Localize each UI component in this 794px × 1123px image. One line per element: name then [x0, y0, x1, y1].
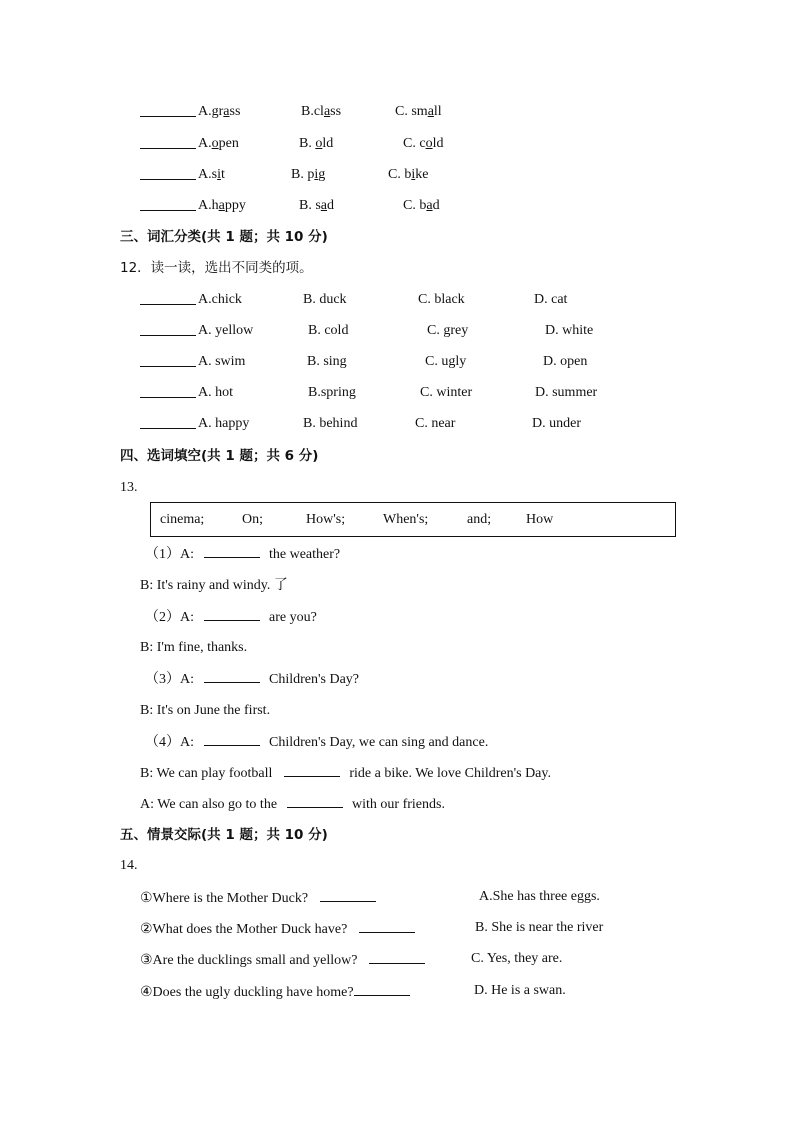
answer-blank[interactable]: [204, 733, 260, 746]
answer-blank[interactable]: [140, 136, 196, 155]
answer-blank[interactable]: [359, 920, 415, 933]
dialogue-line: （2）A: are you?: [145, 610, 317, 625]
section-4-heading: 四、选词填空(共 1 题；共 6 分): [120, 448, 319, 464]
word-bank-item: How's;: [306, 512, 346, 527]
dialogue-line: （4）A: Children's Day, we can sing and dance.: [145, 735, 489, 750]
word-bank-item: On;: [242, 512, 263, 527]
answer-blank[interactable]: [140, 104, 196, 123]
matching-answer: D. He is a swan.: [474, 983, 566, 998]
word-bank-item: cinema;: [160, 512, 205, 527]
answer-blank[interactable]: [284, 764, 340, 777]
option-b: B. behind: [303, 416, 358, 431]
answer-blank[interactable]: [204, 670, 260, 683]
option-c: C. ugly: [425, 354, 467, 369]
option-b: B. sing: [307, 354, 347, 369]
answer-blank[interactable]: [140, 198, 196, 217]
option-d: D. open: [543, 354, 588, 369]
option-c: C. small: [395, 104, 442, 119]
answer-blank[interactable]: [204, 545, 260, 558]
answer-blank[interactable]: [320, 889, 376, 902]
word-bank-item: How: [526, 512, 554, 527]
question-13-number: 13.: [120, 480, 138, 495]
option-c: C. bike: [388, 167, 429, 182]
dialogue-reply: B: It's rainy and windy. 了: [140, 578, 288, 593]
option-a: A. hot: [198, 385, 233, 400]
section-5-heading: 五、情景交际(共 1 题；共 10 分): [120, 827, 328, 843]
question-12: 12．读一读，选出不同类的项。: [120, 260, 313, 276]
dialogue-reply: A: We can also go to the with our friends.: [140, 797, 445, 812]
answer-blank[interactable]: [140, 292, 196, 311]
matching-question: ③Are the ducklings small and yellow?: [140, 951, 425, 970]
option-a: A. happy: [198, 416, 250, 431]
answer-blank[interactable]: [140, 385, 196, 404]
matching-answer: C. Yes, they are.: [471, 951, 563, 966]
question-14-number: 14.: [120, 858, 138, 873]
option-c: C. grey: [427, 323, 469, 338]
option-c: C. bad: [403, 198, 440, 213]
dialogue-line: （3）A: Children's Day?: [145, 672, 360, 687]
option-c: C. cold: [403, 136, 444, 151]
option-b: B. sad: [299, 198, 335, 213]
section-3-heading: 三、词汇分类(共 1 题；共 10 分): [120, 229, 328, 245]
option-d: D. cat: [534, 292, 568, 307]
option-d: D. summer: [535, 385, 598, 400]
dialogue-reply: B: It's on June the first.: [140, 703, 271, 718]
matching-question: ④Does the ugly duckling have home?: [140, 983, 410, 1002]
option-b: B.class: [301, 104, 342, 119]
dialogue-reply: B: I'm fine, thanks.: [140, 640, 248, 655]
option-b: B. old: [299, 136, 334, 151]
word-bank-item: When's;: [383, 512, 429, 527]
option-b: B. duck: [303, 292, 347, 307]
option-a: A.open: [198, 136, 239, 151]
option-c: C. winter: [420, 385, 473, 400]
option-a: A.happy: [198, 198, 246, 213]
matching-answer: A.She has three eggs.: [479, 889, 600, 904]
option-a: A.grass: [198, 104, 241, 119]
option-a: A. yellow: [198, 323, 254, 338]
answer-blank[interactable]: [140, 354, 196, 373]
option-a: A. swim: [198, 354, 246, 369]
option-a: A.chick: [198, 292, 242, 307]
answer-blank[interactable]: [204, 608, 260, 621]
option-d: D. white: [545, 323, 594, 338]
answer-blank[interactable]: [140, 323, 196, 342]
word-bank-box: [150, 502, 676, 537]
matching-answer: B. She is near the river: [475, 920, 604, 935]
option-d: D. under: [532, 416, 581, 431]
option-a: A.sit: [198, 167, 225, 182]
answer-blank[interactable]: [354, 983, 410, 996]
option-c: C. black: [418, 292, 465, 307]
option-c: C. near: [415, 416, 456, 431]
matching-question: ①Where is the Mother Duck?: [140, 889, 376, 908]
option-b: B. cold: [308, 323, 349, 338]
dialogue-reply: B: We can play football ride a bike. We love Children's Day.: [140, 766, 551, 781]
answer-blank[interactable]: [140, 416, 196, 435]
answer-blank[interactable]: [369, 951, 425, 964]
answer-blank[interactable]: [140, 167, 196, 186]
option-b: B. pig: [291, 167, 326, 182]
answer-blank[interactable]: [287, 795, 343, 808]
word-bank-item: and;: [467, 512, 492, 527]
matching-question: ②What does the Mother Duck have?: [140, 920, 415, 939]
dialogue-line: （1）A: the weather?: [145, 547, 341, 562]
option-b: B.spring: [308, 385, 356, 400]
